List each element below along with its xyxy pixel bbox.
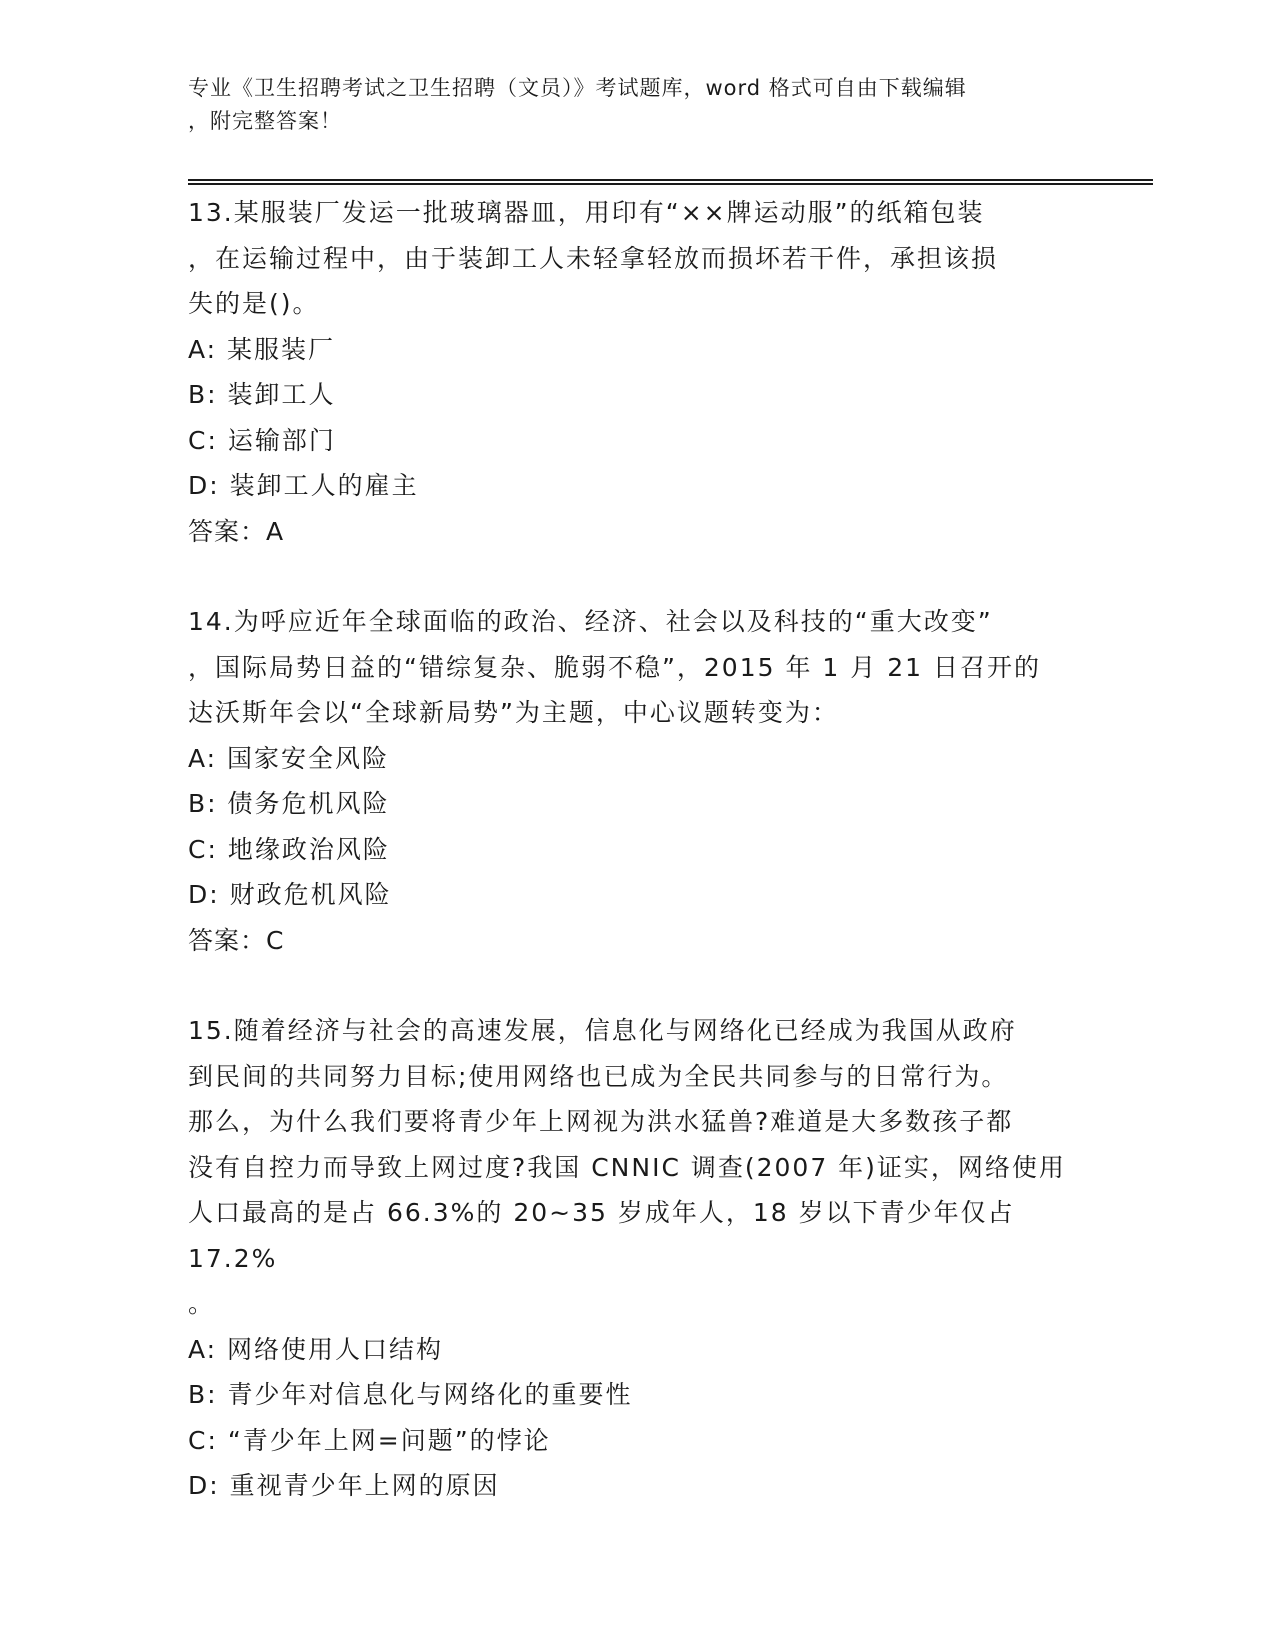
stem-line: 15.随着经济与社会的高速发展，信息化与网络化已经成为我国从政府: [188, 1016, 1017, 1045]
page-header: [188, 72, 1088, 138]
option-a: A: 某服装厂: [188, 334, 336, 364]
stem-line: 13.某服装厂发运一批玻璃器皿，用印有“××牌运动服”的纸箱包装: [188, 198, 985, 227]
question-stem: [188, 599, 1088, 736]
option-b: B: 装卸工人: [188, 380, 336, 409]
option-a: A: 网络使用人口结构: [188, 1334, 444, 1364]
answer-line: 答案：C: [188, 925, 285, 955]
stem-line: ，在运输过程中，由于装卸工人未轻拿轻放而损坏若干件，承担该损: [188, 243, 999, 273]
stem-line: 失的是()。: [188, 289, 320, 318]
option-c: C: 地缘政治风险: [188, 834, 390, 864]
option-d: D: 装卸工人的雇主: [188, 471, 419, 500]
option-c: C: 运输部门: [188, 425, 336, 455]
stem-line: 人口最高的是占 66.3%的 20~35 岁成年人，18 岁以下青少年仅占 17.2%: [188, 1198, 1015, 1273]
option-d: D: 财政危机风险: [188, 880, 392, 909]
question-13: [188, 190, 1088, 554]
stem-line: 。: [188, 1289, 216, 1318]
header-line-1: 专业《卫生招聘考试之卫生招聘（文员）》考试题库，word 格式可自由下载编辑: [188, 76, 967, 100]
answer-line: 答案：A: [188, 516, 285, 546]
stem-line: 那么，为什么我们要将青少年上网视为洪水猛兽?难道是大多数孩子都: [188, 1107, 1014, 1136]
header-line-2: ，附完整答案！: [188, 109, 342, 133]
option-b: B: 青少年对信息化与网络化的重要性: [188, 1380, 633, 1409]
stem-line: ，国际局势日益的“错综复杂、脆弱不稳”，2015 年 1 月 21 日召开的: [188, 652, 1041, 682]
header-rule-bottom: [188, 183, 1153, 185]
option-b: B: 债务危机风险: [188, 789, 390, 818]
question-list: [188, 190, 1088, 1554]
stem-line: 到民间的共同努力目标;使用网络也已成为全民共同参与的日常行为。: [188, 1061, 1009, 1091]
question-15: [188, 1008, 1088, 1509]
stem-line: 14.为呼应近年全球面临的政治、经济、社会以及科技的“重大改变”: [188, 607, 993, 636]
header-rule-top: [188, 179, 1153, 181]
question-stem: [188, 1008, 1088, 1327]
option-a: A: 国家安全风险: [188, 743, 390, 773]
option-c: C: “青少年上网=问题”的悖论: [188, 1425, 551, 1455]
stem-line: 没有自控力而导致上网过度?我国 CNNIC 调查(2007 年)证实，网络使用: [188, 1152, 1066, 1182]
question-stem: [188, 190, 1088, 327]
question-14: [188, 599, 1088, 963]
option-d: D: 重视青少年上网的原因: [188, 1471, 500, 1500]
stem-line: 达沃斯年会以“全球新局势”为主题，中心议题转变为：: [188, 698, 839, 727]
